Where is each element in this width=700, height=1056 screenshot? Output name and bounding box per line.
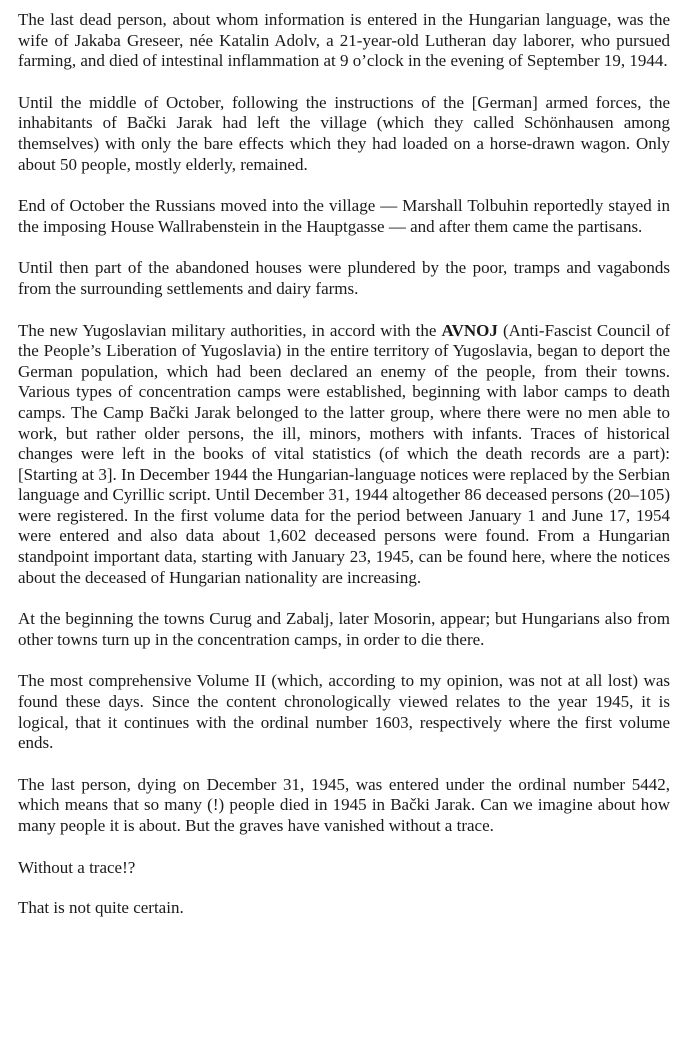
- avnoj-text-before: The new Yugoslavian military authorities, in accord with the: [18, 320, 442, 340]
- document-page: [18, 10, 670, 939]
- paragraph-plundering: Until then part of the abandoned houses were plundered by the poor, tramps and vagabonds from the surrounding settlements and dairy farms.: [18, 258, 670, 298]
- paragraph-october-evacuation: Until the middle of October, following the instructions of the [German] armed forces, the inhabitants of Bački Jarak had left the village (which they called Schönhausen among themselves) with only the bare effects which they had loaded on a horse-drawn wagon. Only about 50 people, mostly elderly, remained.: [18, 92, 670, 174]
- paragraph-towns: At the beginning the towns Curug and Zabalj, later Mosorin, appear; but Hungarians also from other towns turn up in the concentration camps, in order to die there.: [18, 609, 670, 649]
- paragraph-last-person: The last person, dying on December 31, 1945, was entered under the ordinal number 5442, which means that so many (!) people died in 1945 in Bački Jarak. Can we imagine about how many people it is about. But the graves have vanished without a trace.: [18, 774, 670, 835]
- paragraph-russians-arrive: End of October the Russians moved into the village — Marshall Tolbuhin reportedly stayed in the imposing House Wallrabenstein in the Hauptgasse — and after them came the partisans.: [18, 196, 670, 236]
- paragraph-not-certain: That is not quite certain.: [18, 898, 184, 918]
- paragraph-volume-two: The most comprehensive Volume II (which, according to my opinion, was not at all lost) was found these days. Since the content chronologically viewed relates to the year 1945, it is logical, that it continues with the ordinal number 1603, respectively where the first volume ends.: [18, 671, 670, 753]
- paragraph-without-trace: Without a trace!?: [18, 857, 136, 877]
- paragraph-avnoj: [18, 321, 670, 589]
- avnoj-bold: AVNOJ: [441, 320, 498, 340]
- paragraph-last-hungarian-entry: The last dead person, about whom information is entered in the Hungarian language, was the wife of Jakaba Greseer, née Katalin Adolv, a 21-year-old Lutheran day laborer, who pursued farming, and died of intestinal inflammation at 9 o’clock in the evening of September 19, 1944.: [18, 10, 670, 71]
- avnoj-text-after: (Anti-Fascist Council of the People’s Liberation of Yugoslavia) in the entire territory of Yugoslavia, began to deport the German population, which had been declared an enemy of the people, from their towns. Various types of concentration camps were established, beginning with labor camps to death camps. The Camp Bački Jarak belonged to the latter group, where there were no men able to work, but rather older persons, the ill, minors, mothers with infants. Traces of historical changes were left in the books of vital statistics (of which the death records are a part): [Starting at 3]. In December 1944 the Hungarian-language notices were replaced by the Serbian language and Cyrillic script. Until December 31, 1944 altogether 86 deceased persons (20–105) were registered. In the first volume data for the period between January 1 and June 17, 1954 were entered and also data about 1,602 deceased persons were found. From a Hungarian standpoint important data, starting with January 23, 1945, can be found here, where the notices about the deceased of Hungarian nationality are increasing.: [18, 320, 671, 587]
